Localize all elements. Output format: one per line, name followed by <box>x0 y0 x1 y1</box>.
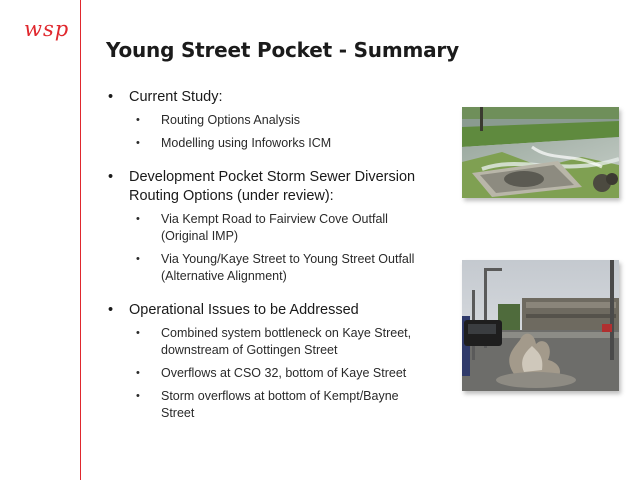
sub-bullet-text-line-2: (Original IMP) <box>161 229 239 243</box>
sub-bullet-young-kaye <box>106 251 451 285</box>
sub-bullet-text-line-1: Via Kempt Road to Fairview Cove Outfall <box>161 212 388 226</box>
sub-bullet-text-line-1: Storm overflows at bottom of Kempt/Bayne <box>161 389 399 403</box>
sub-bullet-cso-32 <box>106 365 451 382</box>
photo-flooded-manhole <box>462 107 619 198</box>
bullet-text: Current Study: <box>129 89 223 105</box>
sub-bullet-bottleneck <box>106 325 451 359</box>
sub-bullet-modelling <box>106 135 451 152</box>
bullet-text-line-1: Development Pocket Storm Sewer Diversion <box>129 169 416 185</box>
sub-bullet-kempt-road <box>106 211 451 245</box>
photo-street-overflow <box>462 260 619 391</box>
vertical-divider <box>80 0 81 480</box>
wsp-logo: wsp <box>24 17 70 41</box>
sub-bullet-text: Modelling using Infoworks ICM <box>161 136 332 150</box>
bullet-text: Operational Issues to be Addressed <box>129 302 359 318</box>
sub-bullet-text: Overflows at CSO 32, bottom of Kaye Street <box>161 366 407 380</box>
sub-bullet-text-line-2: downstream of Gottingen Street <box>161 343 338 357</box>
sub-bullet-text-line-1: Via Young/Kaye Street to Young Street Outfall <box>161 252 415 266</box>
bullet-operational-issues <box>106 301 451 320</box>
sub-bullet-text-line-2: (Alternative Alignment) <box>161 269 287 283</box>
bullet-current-study <box>106 88 451 107</box>
sub-bullet-routing-options <box>106 112 451 129</box>
sub-bullet-storm-overflows <box>106 388 451 422</box>
sub-bullet-text-line-1: Combined system bottleneck on Kaye Street, <box>161 326 412 340</box>
bullet-text-line-2: Routing Options (under review): <box>129 188 334 204</box>
bullet-development-pocket <box>106 168 451 206</box>
bullet-list <box>106 88 451 428</box>
page-title: Young Street Pocket - Summary <box>106 38 459 62</box>
sub-bullet-text-line-2: Street <box>161 406 195 420</box>
sub-bullet-text: Routing Options Analysis <box>161 113 300 127</box>
